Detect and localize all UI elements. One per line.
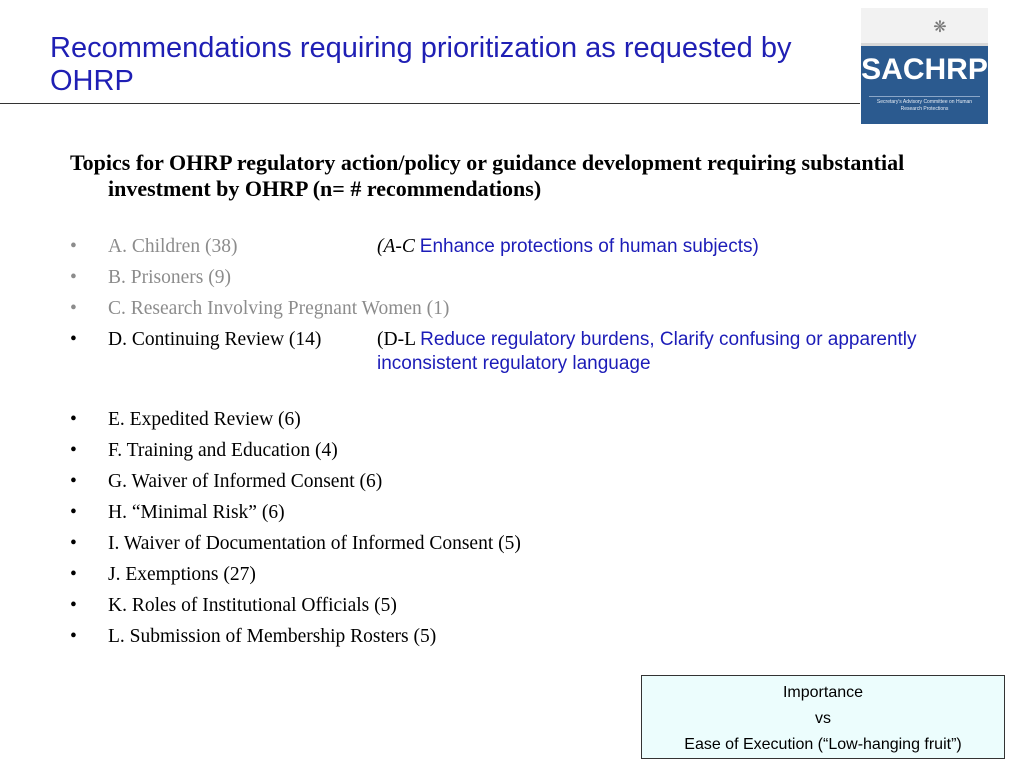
note-d-l bbox=[377, 328, 947, 376]
list-item-e bbox=[70, 404, 970, 435]
bullet-icon: • bbox=[70, 564, 77, 585]
note-text: Enhance protections of human subjects) bbox=[419, 236, 759, 257]
bullet-icon: • bbox=[70, 626, 77, 647]
importance-vs-ease-box bbox=[641, 675, 1005, 759]
list-item-k bbox=[70, 590, 970, 621]
list-item-d bbox=[70, 324, 970, 404]
box-line-vs: vs bbox=[815, 710, 831, 727]
note-code: (D-L bbox=[377, 329, 416, 350]
list-item-j bbox=[70, 559, 970, 590]
list-item-h bbox=[70, 497, 970, 528]
bullet-icon: • bbox=[70, 533, 77, 554]
box-line-importance: Importance bbox=[782, 684, 864, 701]
logo-subtitle: Secretary's Advisory Committee on Human Research Protections bbox=[869, 96, 980, 113]
bullet-icon: • bbox=[70, 329, 77, 350]
list-item-label: C. Research Involving Pregnant Women (1) bbox=[108, 298, 450, 319]
logo-header-band bbox=[861, 8, 988, 46]
list-item-label: J. Exemptions (27) bbox=[108, 564, 256, 585]
bullet-icon: • bbox=[70, 595, 77, 616]
box-line-ease: Ease of Execution (“Low-hanging fruit”) bbox=[684, 736, 962, 753]
list-item-label: H. “Minimal Risk” (6) bbox=[108, 502, 285, 523]
list-item-a bbox=[70, 231, 970, 262]
list-item-label: I. Waiver of Documentation of Informed Consent (5) bbox=[108, 533, 521, 554]
bullet-icon: • bbox=[70, 471, 77, 492]
topic-list bbox=[70, 231, 970, 652]
list-item-label: G. Waiver of Informed Consent (6) bbox=[108, 471, 383, 492]
section-heading: Topics for OHRP regulatory action/policy or guidance development requiring substantial investment by OHRP (n= # recommendations) bbox=[70, 150, 905, 201]
list-item-g bbox=[70, 466, 970, 497]
note-code: (A-C bbox=[377, 236, 415, 257]
bullet-icon: • bbox=[70, 440, 77, 461]
list-item-label: A. Children (38) bbox=[108, 236, 238, 257]
list-item-label: F. Training and Education (4) bbox=[108, 440, 338, 461]
bullet-icon: • bbox=[70, 409, 77, 430]
bullet-icon: • bbox=[70, 267, 77, 288]
list-item-f bbox=[70, 435, 970, 466]
list-item-label: D. Continuing Review (14) bbox=[108, 329, 322, 350]
bullet-icon: • bbox=[70, 298, 77, 319]
list-item-l bbox=[70, 621, 970, 652]
title-divider bbox=[0, 103, 860, 104]
note-a-c bbox=[377, 235, 759, 259]
list-item-label: E. Expedited Review (6) bbox=[108, 409, 301, 430]
logo-name: SACHRP bbox=[861, 53, 988, 86]
list-item-label: L. Submission of Membership Rosters (5) bbox=[108, 626, 437, 647]
hhs-emblem-icon: ❋ bbox=[933, 19, 947, 36]
bullet-icon: • bbox=[70, 236, 77, 257]
list-item-c bbox=[70, 293, 970, 324]
note-text: Reduce regulatory burdens, Clarify confusing or apparently inconsistent regulatory language bbox=[377, 329, 917, 374]
list-item-label: K. Roles of Institutional Officials (5) bbox=[108, 595, 397, 616]
slide-title: Recommendations requiring prioritization as requested by OHRP bbox=[50, 32, 792, 97]
list-item-b bbox=[70, 262, 970, 293]
bullet-icon: • bbox=[70, 502, 77, 523]
list-item-i bbox=[70, 528, 970, 559]
list-item-label: B. Prisoners (9) bbox=[108, 267, 231, 288]
sachrp-logo bbox=[861, 8, 988, 124]
